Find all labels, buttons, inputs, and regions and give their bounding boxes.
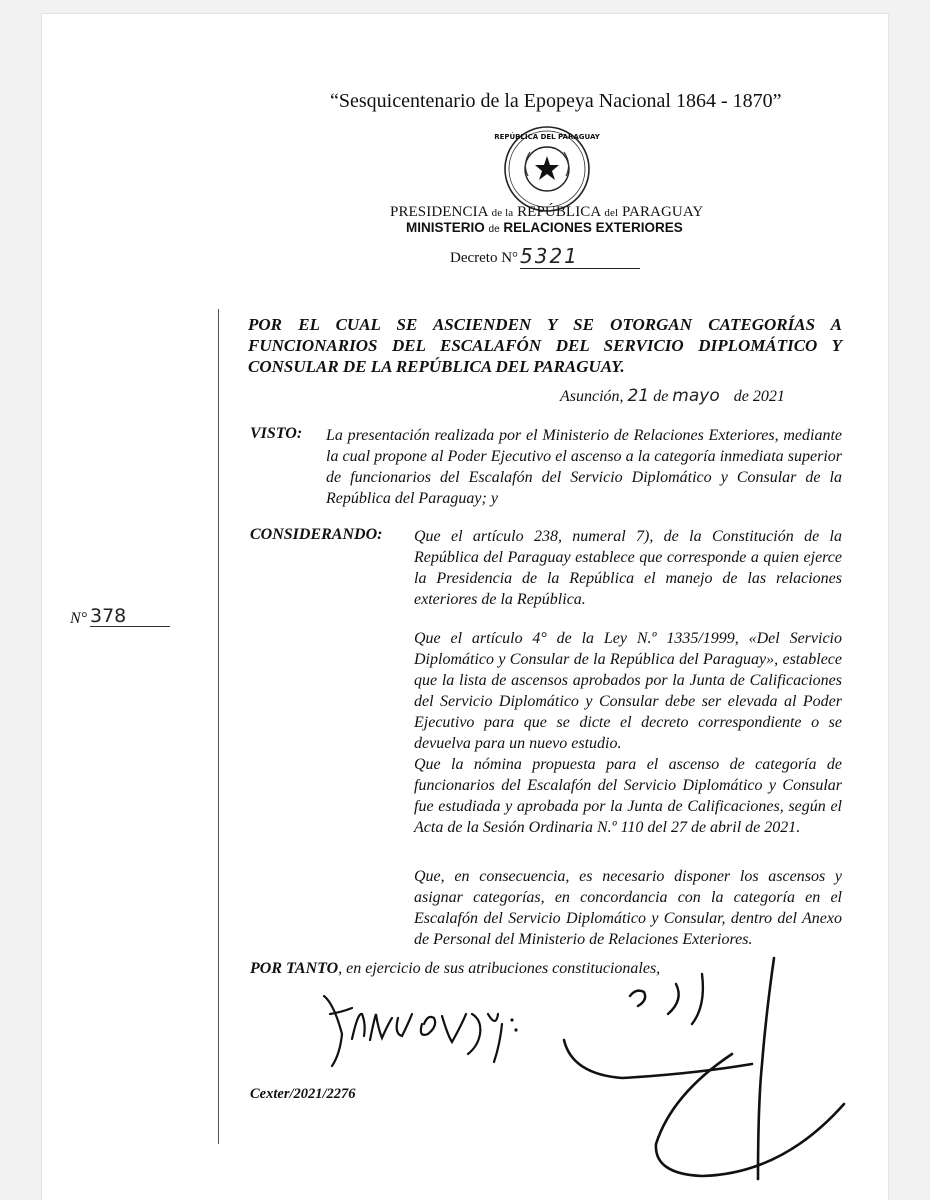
date-connector-1: de bbox=[653, 388, 669, 405]
decreto-label: Decreto N° bbox=[450, 250, 519, 266]
visto-paragraph: La presentación realizada por el Ministerio de Relaciones Exteriores, mediante la cual propone al Poder Ejecutivo el ascenso a la categoría inmediata superior de funcionarios del Escalafón del Servicio Diplomático y Consular de la República del Paraguay; y bbox=[326, 427, 842, 507]
considerando-paragraph-4: Que, en consecuencia, es necesario disponer los ascensos y asignar categorías, en concordancia con la categoría en el Escalafón del Servicio Diplomático y Consular, dentro del Anexo de Personal del Ministerio de Relaciones Exteriores. bbox=[414, 868, 842, 948]
considerando-label: CONSIDERANDO: bbox=[250, 526, 383, 543]
document-page bbox=[42, 14, 888, 1200]
por-tanto-text: , en ejercicio de sus atribuciones constitucionales, bbox=[338, 960, 661, 977]
considerando-paragraph-3: Que la nómina propuesta para el ascenso de categoría de funcionarios del Escalafón del Servicio Diplomático y Consular fue estudiada y aprobada por la Junta de Calificaciones, según el Acta de la Sesión Ordinaria N.º 110 del 27 de abril de 2021. bbox=[414, 756, 842, 836]
decreto-number: 5321 bbox=[520, 244, 579, 268]
signature-right bbox=[552, 944, 862, 1189]
considerando-paragraph-2: Que el artículo 4° de la Ley N.º 1335/1999, «Del Servicio Diplomático y Consular de la República del Paraguay», establece que la lista de ascensos aprobados por la Junta de Calificaciones del Servicio Diplomático y Consular debe ser elevada al Poder Ejecutivo para que se dicte el decreto correspondiente o se devuelva para un nuevo estudio. bbox=[414, 630, 842, 752]
margin-number-label: N° bbox=[70, 610, 88, 627]
paraguay-word: PARAGUAY bbox=[621, 204, 704, 220]
date-day: 21 bbox=[627, 386, 650, 406]
por-tanto-label: POR TANTO bbox=[250, 960, 339, 977]
ministerio-line bbox=[406, 220, 683, 235]
relaciones-exteriores-word: RELACIONES EXTERIORES bbox=[503, 220, 683, 235]
presidencia-line bbox=[390, 204, 703, 221]
decreto-underline bbox=[520, 268, 640, 269]
del-connector: del bbox=[604, 207, 619, 219]
considerando-paragraph-1: Que el artículo 238, numeral 7), de la Constitución de la República del Paraguay establece que corresponde a quien ejerce la Presidencia de la República el manejo de las relaciones exteriores de la República. bbox=[414, 528, 842, 608]
ministerio-word: MINISTERIO bbox=[406, 220, 485, 235]
visto-label: VISTO: bbox=[250, 425, 303, 442]
date-month: mayo bbox=[672, 386, 720, 406]
presidencia-word: PRESIDENCIA bbox=[390, 204, 488, 220]
presidencia-connector: de la bbox=[491, 207, 514, 219]
ministerio-connector: de bbox=[488, 224, 500, 235]
margin-rule bbox=[218, 309, 219, 1144]
date-city: Asunción, bbox=[560, 388, 624, 405]
date-connector-2: de bbox=[733, 388, 749, 405]
motto-heading: “Sesquicentenario de la Epopeya Nacional 1864 - 1870” bbox=[330, 90, 782, 112]
seal-text: REPÚBLICA DEL PARAGUAY bbox=[494, 133, 600, 141]
date-year: 2021 bbox=[752, 388, 785, 405]
republica-word: REPÚBLICA bbox=[517, 204, 601, 220]
decree-date bbox=[560, 386, 785, 406]
decree-title: POR EL CUAL SE ASCIENDEN Y SE OTORGAN CATEGORÍAS A FUNCIONARIOS DEL ESCALAFÓN DEL SERVICIO DIPLOMÁTICO Y CONSULAR DE LA REPÚBLICA DEL PARAGUAY. bbox=[248, 315, 842, 376]
reference-code: Cexter/2021/2276 bbox=[250, 1086, 356, 1102]
margin-number-value: 378 bbox=[90, 605, 127, 627]
signature-left bbox=[312, 984, 542, 1074]
margin-number-underline bbox=[90, 626, 170, 627]
